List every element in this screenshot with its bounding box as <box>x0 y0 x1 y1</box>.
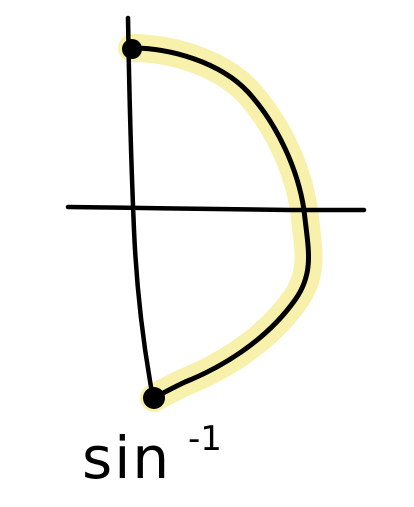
x-axis <box>68 207 364 210</box>
bottom-endpoint-dot <box>143 387 165 409</box>
function-label <box>82 419 222 492</box>
top-endpoint-dot <box>122 39 142 59</box>
arc-highlight <box>132 48 309 398</box>
function-label-superscript: -1 <box>188 419 222 459</box>
inverse-sine-curve <box>132 48 309 398</box>
function-label-base: sin <box>82 424 172 492</box>
